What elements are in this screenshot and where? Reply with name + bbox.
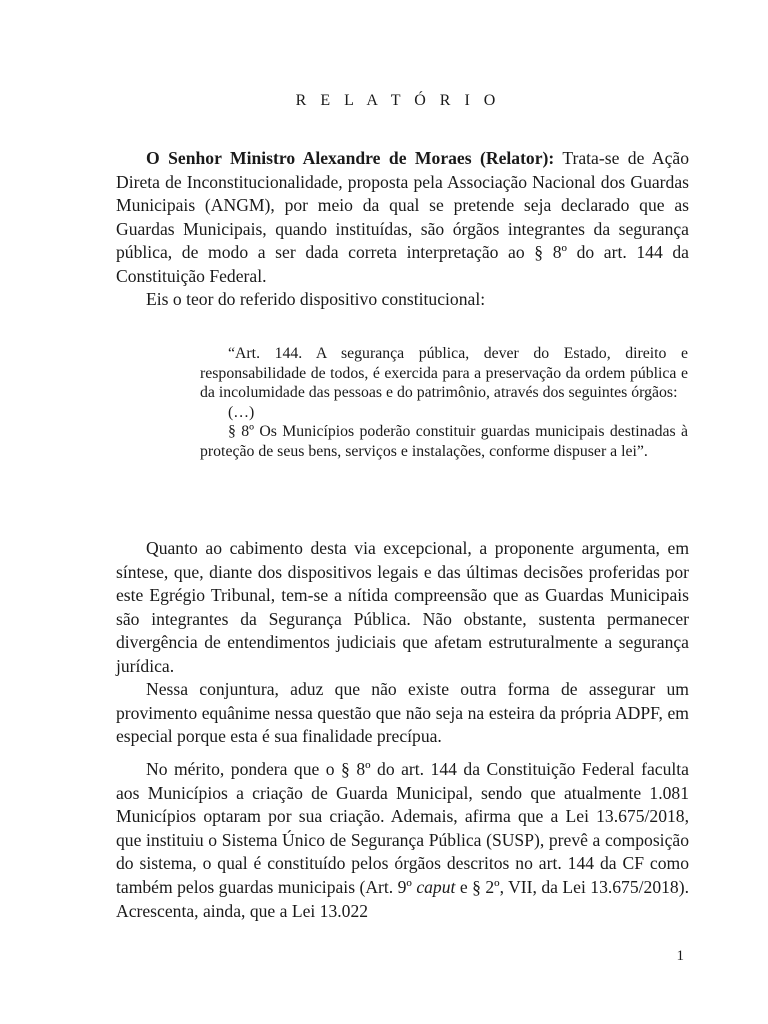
paragraph-intro (116, 147, 689, 289)
paragraph-conjuntura: Nessa conjuntura, aduz que não existe outra forma de assegurar um provimento equânime nessa questão que não seja na esteira da própria ADPF, em especial porque esta é sua finalidade precípua. (116, 679, 689, 747)
merito-text-italic: caput (416, 876, 456, 897)
rapporteur-label: O Senhor Ministro Alexandre de Moraes (Relator): (146, 148, 555, 168)
paragraph-dispositivo: Eis o teor do referido dispositivo constitucional: (146, 289, 486, 309)
quote-ellipsis: (…) (228, 403, 255, 421)
paragraph-cabimento: Quanto ao cabimento desta via excepcional, a proponente argumenta, em síntese, que, diante dos dispositivos legais e das últimas decisões proferidas por este Egrégio Tribunal, tem-se a nítida compreensão que as Guardas Municipais são integrantes da Segurança Pública. Não obstante, sustenta permanecer divergência de entendimentos judiciais que afetam estruturalmente a segurança jurídica. (116, 538, 689, 676)
quote-article: “Art. 144. A segurança pública, dever do Estado, direito e responsabilidade de todos, é exercida para a preservação da ordem pública e da incolumidade das pessoas e do patrimônio, através dos seguintes órgãos: (200, 345, 688, 402)
page-number: 1 (676, 948, 684, 964)
block-quote (200, 344, 688, 462)
intro-text: Trata-se de Ação Direta de Inconstitucionalidade, proposta pela Associação Nacional dos Guardas Municipais (ANGM), por meio da qual se pretende seja declarado que as Guardas Municipais, quando instituídas, são órgãos integrantes da segurança pública, de modo a ser dada correta interpretação ao § 8º do art. 144 da Constituição Federal. (116, 148, 689, 286)
document-title: R E L A T Ó R I O (295, 92, 501, 109)
quote-paragraph-8: § 8º Os Municípios poderão constituir guardas municipais destinadas à proteção de seus bens, serviços e instalações, conforme dispuser a lei”. (200, 423, 688, 460)
merito-text-a: No mérito, pondera que o § 8º do art. 144 da Constituição Federal faculta aos Municípios a criação de Guarda Municipal, sendo que atualmente 1.081 Municípios optaram por sua criação. Ademais, afirma que a Lei 13.675/2018, que instituiu o Sistema Único de Segurança Pública (SUSP), prevê a composição do sistema, o qual é constituído pelos órgãos descritos no art. 144 da CF como também pelos guardas municipais (Art. 9º (116, 759, 689, 897)
paragraph-merito (116, 758, 689, 923)
merito-text-b: e § 2º, VII, da Lei 13.675/2018). Acrescenta, ainda, que a Lei 13.022 (116, 876, 689, 921)
